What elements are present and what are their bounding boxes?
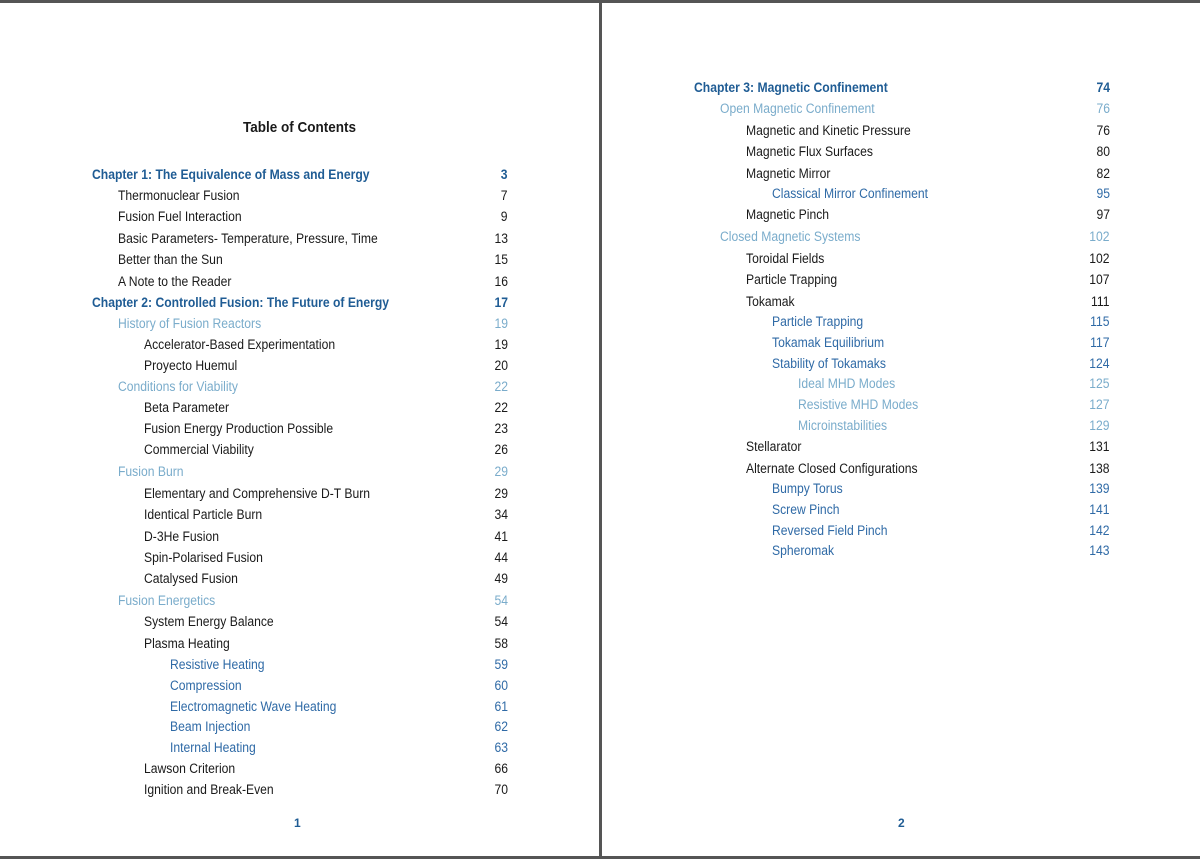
toc-entry[interactable] [746,143,1110,161]
toc-entry[interactable] [144,485,508,503]
toc-entry-page-number: 60 [494,678,508,693]
toc-entry-label: Toroidal Fields [746,251,825,266]
toc-entry[interactable] [144,570,508,588]
toc-entry[interactable] [144,528,508,546]
toc-entry[interactable] [720,228,1110,246]
toc-entry[interactable] [746,271,1110,289]
toc-entry-page-number: 15 [494,252,508,267]
page-1 [0,3,599,856]
toc-entry-page-number: 131 [1089,439,1110,454]
toc-entry-page-number: 62 [494,719,508,734]
page-number-2: 2 [898,816,905,830]
toc-entry-page-number: 74 [1096,80,1110,95]
toc-entry-page-number: 19 [494,316,508,331]
toc-entry-label: Magnetic Pinch [746,207,830,222]
toc-entry-page-number: 138 [1089,461,1110,476]
toc-entry-label: Conditions for Viability [118,379,238,394]
toc-entry-label: Accelerator-Based Experimentation [144,337,336,352]
toc-entry-page-number: 70 [494,782,508,797]
toc-entry[interactable] [144,781,508,799]
toc-entry-page-number: 142 [1089,523,1110,538]
toc-entry-page-number: 66 [494,761,508,776]
toc-entry[interactable] [170,718,508,736]
toc-entry[interactable] [772,480,1110,498]
toc-entry-page-number: 76 [1096,101,1110,116]
toc-entry[interactable] [118,208,508,226]
toc-entry[interactable] [144,760,508,778]
toc-entry-page-number: 23 [494,421,508,436]
toc-entry-label: Internal Heating [170,740,256,755]
toc-list-left [0,3,599,856]
toc-entry-page-number: 117 [1090,335,1110,350]
toc-entry-label: Electromagnetic Wave Heating [170,699,337,714]
toc-entry-page-number: 22 [494,400,508,415]
toc-entry-label: Spheromak [772,543,835,558]
toc-entry-page-number: 125 [1089,376,1110,391]
toc-entry-label: Classical Mirror Confinement [772,186,928,201]
toc-entry[interactable] [144,635,508,653]
toc-entry-page-number: 82 [1096,166,1110,181]
toc-entry[interactable] [144,420,508,438]
toc-entry[interactable] [772,542,1110,560]
toc-entry-page-number: 61 [494,699,508,714]
toc-entry-label: Ignition and Break-Even [144,782,274,797]
toc-entry-label: D-3He Fusion [144,529,219,544]
toc-entry-label: Catalysed Fusion [144,571,238,586]
page-2 [602,3,1200,856]
toc-entry-label: Beta Parameter [144,400,230,415]
toc-entry-label: Plasma Heating [144,636,230,651]
toc-entry-label: Chapter 1: The Equivalence of Mass and Energy [92,167,370,182]
toc-entry-label: Commercial Viability [144,442,254,457]
toc-entry-label: Proyecto Huemul [144,358,238,373]
toc-entry-page-number: 20 [494,358,508,373]
toc-entry[interactable] [170,698,508,716]
toc-entry-label: Reversed Field Pinch [772,523,888,538]
toc-entry-label: Magnetic and Kinetic Pressure [746,123,911,138]
toc-entry-page-number: 49 [494,571,508,586]
toc-entry-label: Chapter 2: Controlled Fusion: The Future of Energy [92,295,390,310]
toc-entry-page-number: 41 [494,529,508,544]
toc-entry-page-number: 9 [501,209,508,224]
toc-entry-page-number: 26 [494,442,508,457]
toc-entry[interactable] [92,166,508,184]
toc-entry-label: Identical Particle Burn [144,507,263,522]
toc-entry-label: Fusion Energy Production Possible [144,421,334,436]
toc-entry-page-number: 80 [1096,144,1110,159]
toc-entry[interactable] [144,357,508,375]
toc-entry[interactable] [118,378,508,396]
toc-entry-page-number: 127 [1089,397,1110,412]
toc-entry[interactable] [772,501,1110,519]
toc-entry[interactable] [772,313,1110,331]
toc-entry-label: Screw Pinch [772,502,840,517]
toc-entry[interactable] [746,438,1110,456]
toc-entry-label: Thermonuclear Fusion [118,188,240,203]
toc-title: Table of Contents [242,119,357,136]
toc-entry-label: Beam Injection [170,719,251,734]
toc-entry-label: Ideal MHD Modes [798,376,896,391]
toc-entry-label: Tokamak [746,294,795,309]
toc-entry[interactable] [118,230,508,248]
toc-entry-label: Particle Trapping [772,314,864,329]
toc-entry-label: Lawson Criterion [144,761,236,776]
toc-entry-page-number: 95 [1096,186,1110,201]
toc-entry-label: Compression [170,678,242,693]
toc-entry-label: Magnetic Mirror [746,166,831,181]
toc-entry[interactable] [694,79,1110,97]
toc-entry[interactable] [144,613,508,631]
toc-entry-page-number: 34 [494,507,508,522]
toc-entry[interactable] [118,463,508,481]
toc-entry[interactable] [118,315,508,333]
toc-entry-label: Spin-Polarised Fusion [144,550,263,565]
toc-entry[interactable] [746,122,1110,140]
toc-entry[interactable] [144,549,508,567]
page-number-1: 1 [294,816,301,830]
toc-entry-label: Fusion Fuel Interaction [118,209,242,224]
toc-entry-page-number: 7 [501,188,508,203]
toc-entry-page-number: 111 [1091,294,1110,309]
toc-entry-label: Bumpy Torus [772,481,843,496]
toc-entry-label: Alternate Closed Configurations [746,461,918,476]
toc-entry[interactable] [118,592,508,610]
toc-entry[interactable] [144,399,508,417]
toc-entry-page-number: 102 [1089,251,1110,266]
toc-entry[interactable] [746,206,1110,224]
toc-entry-page-number: 97 [1096,207,1110,222]
toc-entry-page-number: 102 [1089,229,1110,244]
toc-entry-label: Closed Magnetic Systems [720,229,861,244]
toc-entry-label: Chapter 3: Magnetic Confinement [694,80,888,95]
toc-entry-page-number: 13 [494,231,508,246]
toc-entry-label: Better than the Sun [118,252,223,267]
toc-entry[interactable] [798,396,1110,414]
toc-list-right [602,3,1200,856]
toc-entry[interactable] [118,251,508,269]
toc-entry[interactable] [118,273,508,291]
toc-entry-label: Resistive MHD Modes [798,397,919,412]
toc-entry[interactable] [170,739,508,757]
toc-entry-page-number: 76 [1096,123,1110,138]
toc-entry-page-number: 58 [494,636,508,651]
toc-entry-label: Magnetic Flux Surfaces [746,144,873,159]
toc-entry-page-number: 17 [494,295,508,310]
toc-entry-page-number: 115 [1090,314,1110,329]
toc-entry-page-number: 141 [1089,502,1110,517]
toc-entry-label: Microinstabilities [798,418,888,433]
toc-entry-page-number: 29 [494,486,508,501]
toc-entry-page-number: 54 [494,614,508,629]
toc-entry-page-number: 129 [1089,418,1110,433]
toc-entry[interactable] [746,165,1110,183]
toc-entry[interactable] [720,100,1110,118]
toc-entry-label: Elementary and Comprehensive D-T Burn [144,486,371,501]
toc-entry-label: Fusion Burn [118,464,184,479]
toc-entry[interactable] [746,293,1110,311]
toc-entry-page-number: 107 [1089,272,1110,287]
toc-entry[interactable] [772,185,1110,203]
toc-entry-label: History of Fusion Reactors [118,316,262,331]
toc-entry[interactable] [772,522,1110,540]
toc-entry-label: Tokamak Equilibrium [772,335,885,350]
toc-entry-page-number: 54 [494,593,508,608]
toc-entry-label: A Note to the Reader [118,274,232,289]
toc-entry-label: Basic Parameters- Temperature, Pressure, Time [118,231,378,246]
toc-entry-page-number: 19 [494,337,508,352]
toc-entry-label: Resistive Heating [170,657,265,672]
toc-entry[interactable] [170,677,508,695]
toc-entry-page-number: 139 [1089,481,1110,496]
toc-entry-page-number: 3 [501,167,508,182]
toc-entry[interactable] [746,250,1110,268]
toc-entry-label: Fusion Energetics [118,593,216,608]
toc-entry-page-number: 124 [1089,356,1110,371]
toc-entry[interactable] [144,506,508,524]
toc-entry[interactable] [746,460,1110,478]
toc-entry[interactable] [772,334,1110,352]
toc-entry[interactable] [144,441,508,459]
toc-entry-page-number: 63 [494,740,508,755]
toc-entry-page-number: 143 [1089,543,1110,558]
toc-entry-label: Stability of Tokamaks [772,356,886,371]
toc-entry[interactable] [798,375,1110,393]
toc-entry[interactable] [144,336,508,354]
toc-entry-label: Particle Trapping [746,272,838,287]
toc-entry[interactable] [170,656,508,674]
toc-entry-label: System Energy Balance [144,614,274,629]
toc-entry-page-number: 59 [494,657,508,672]
toc-entry-page-number: 44 [494,550,508,565]
toc-entry[interactable] [798,417,1110,435]
toc-entry-label: Open Magnetic Confinement [720,101,875,116]
toc-entry[interactable] [118,187,508,205]
toc-entry-page-number: 16 [494,274,508,289]
toc-entry-page-number: 29 [494,464,508,479]
toc-entry[interactable] [772,355,1110,373]
toc-entry[interactable] [92,294,508,312]
toc-entry-page-number: 22 [494,379,508,394]
toc-entry-label: Stellarator [746,439,802,454]
